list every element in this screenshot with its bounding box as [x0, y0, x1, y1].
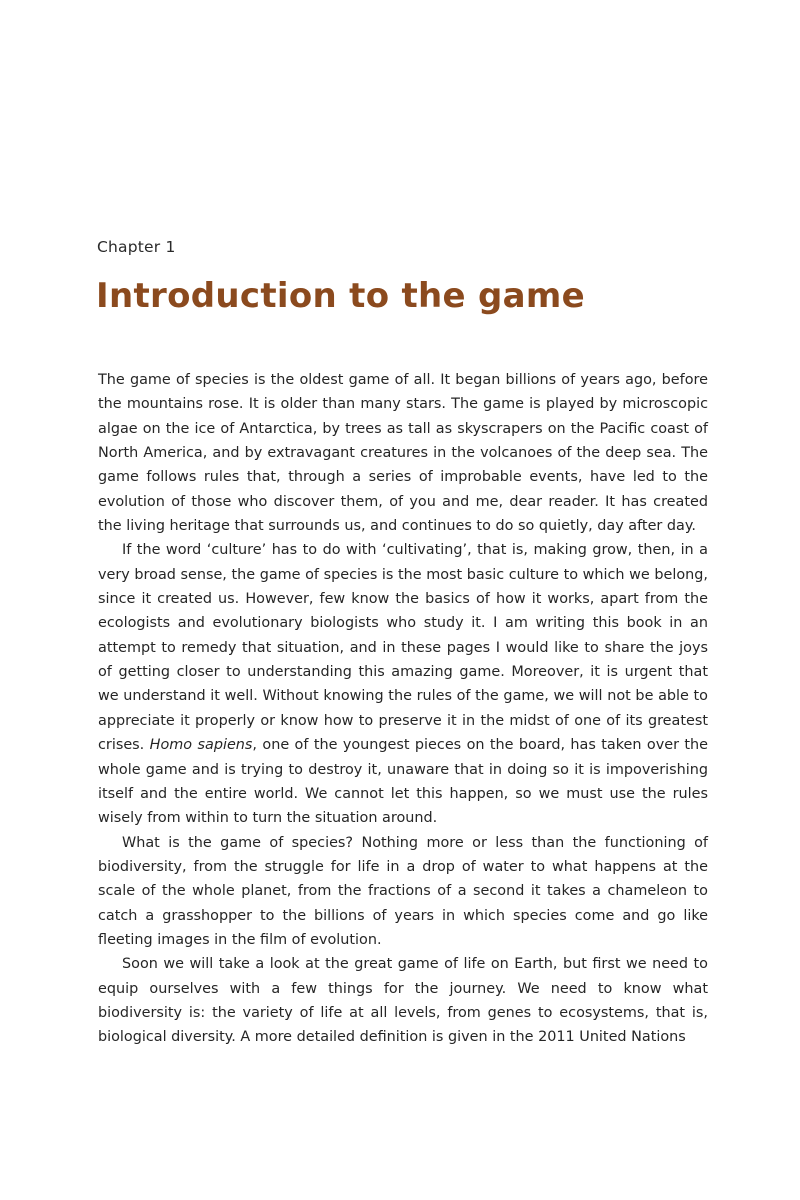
paragraph-2-part-1: If the word ‘culture’ has to do with ‘cultivating’, that is, making grow, then, in a very broad sense, the game of species is the most basic culture to which we belong, since it created us. However, few know the basics of how it works, apart from the ecologists and evolutionary biologists who study it. I am writing this book in an attempt to remedy that situation, and in these pages I would like to share the joys of getting closer to understanding this amazing game. Moreover, it is urgent that we understand it well. Without knowing the rules of the game, we will not be able to appreciate it properly or know how to preserve it in the midst of one of its greatest crises. — [98, 542, 708, 754]
chapter-label: Chapter 1 — [97, 238, 176, 256]
species-name-italic: Homo sapiens — [149, 737, 253, 754]
paragraph-3: What is the game of species? Nothing more or less than the functioning of biodiversity, from the struggle for life in a drop of water to what happens at the scale of the whole planet, from the fractions of a second it takes a chameleon to catch a grasshopper to the billions of years in which species come and go like fleeting images in the film of evolution. — [98, 834, 708, 948]
paragraph-4: Soon we will take a look at the great game of life on Earth, but first we need to equip ourselves with a few things for the journey. We need to know what biodiversity is: the variety of life at all levels, from genes to ecosystems, that is, biological diversity. A more detailed definition is given in the 2011 United Nations — [98, 956, 708, 1046]
chapter-title: Introduction to the game — [96, 276, 586, 316]
paragraph-2 — [98, 538, 708, 830]
chapter-body — [98, 368, 708, 1050]
paragraph-2-part-2: , one of the youngest pieces on the board, has taken over the whole game and is trying to destroy it, unaware that in doing so it is impoverishing itself and the entire world. We cannot let this happen, so we must use the rules wisely from within to turn the situation around. — [98, 737, 708, 827]
paragraph-1: The game of species is the oldest game of all. It began billions of years ago, before the mountains rose. It is older than many stars. The game is played by microscopic algae on the ice of Antarctica, by trees as tall as skyscrapers on the Pacific coast of North America, and by extravagant creatures in the volcanoes of the deep sea. The game follows rules that, through a series of improbable events, have led to the evolution of those who discover them, of you and me, dear reader. It has created the living heritage that surrounds us, and continues to do so quietly, day after day. — [98, 372, 708, 535]
